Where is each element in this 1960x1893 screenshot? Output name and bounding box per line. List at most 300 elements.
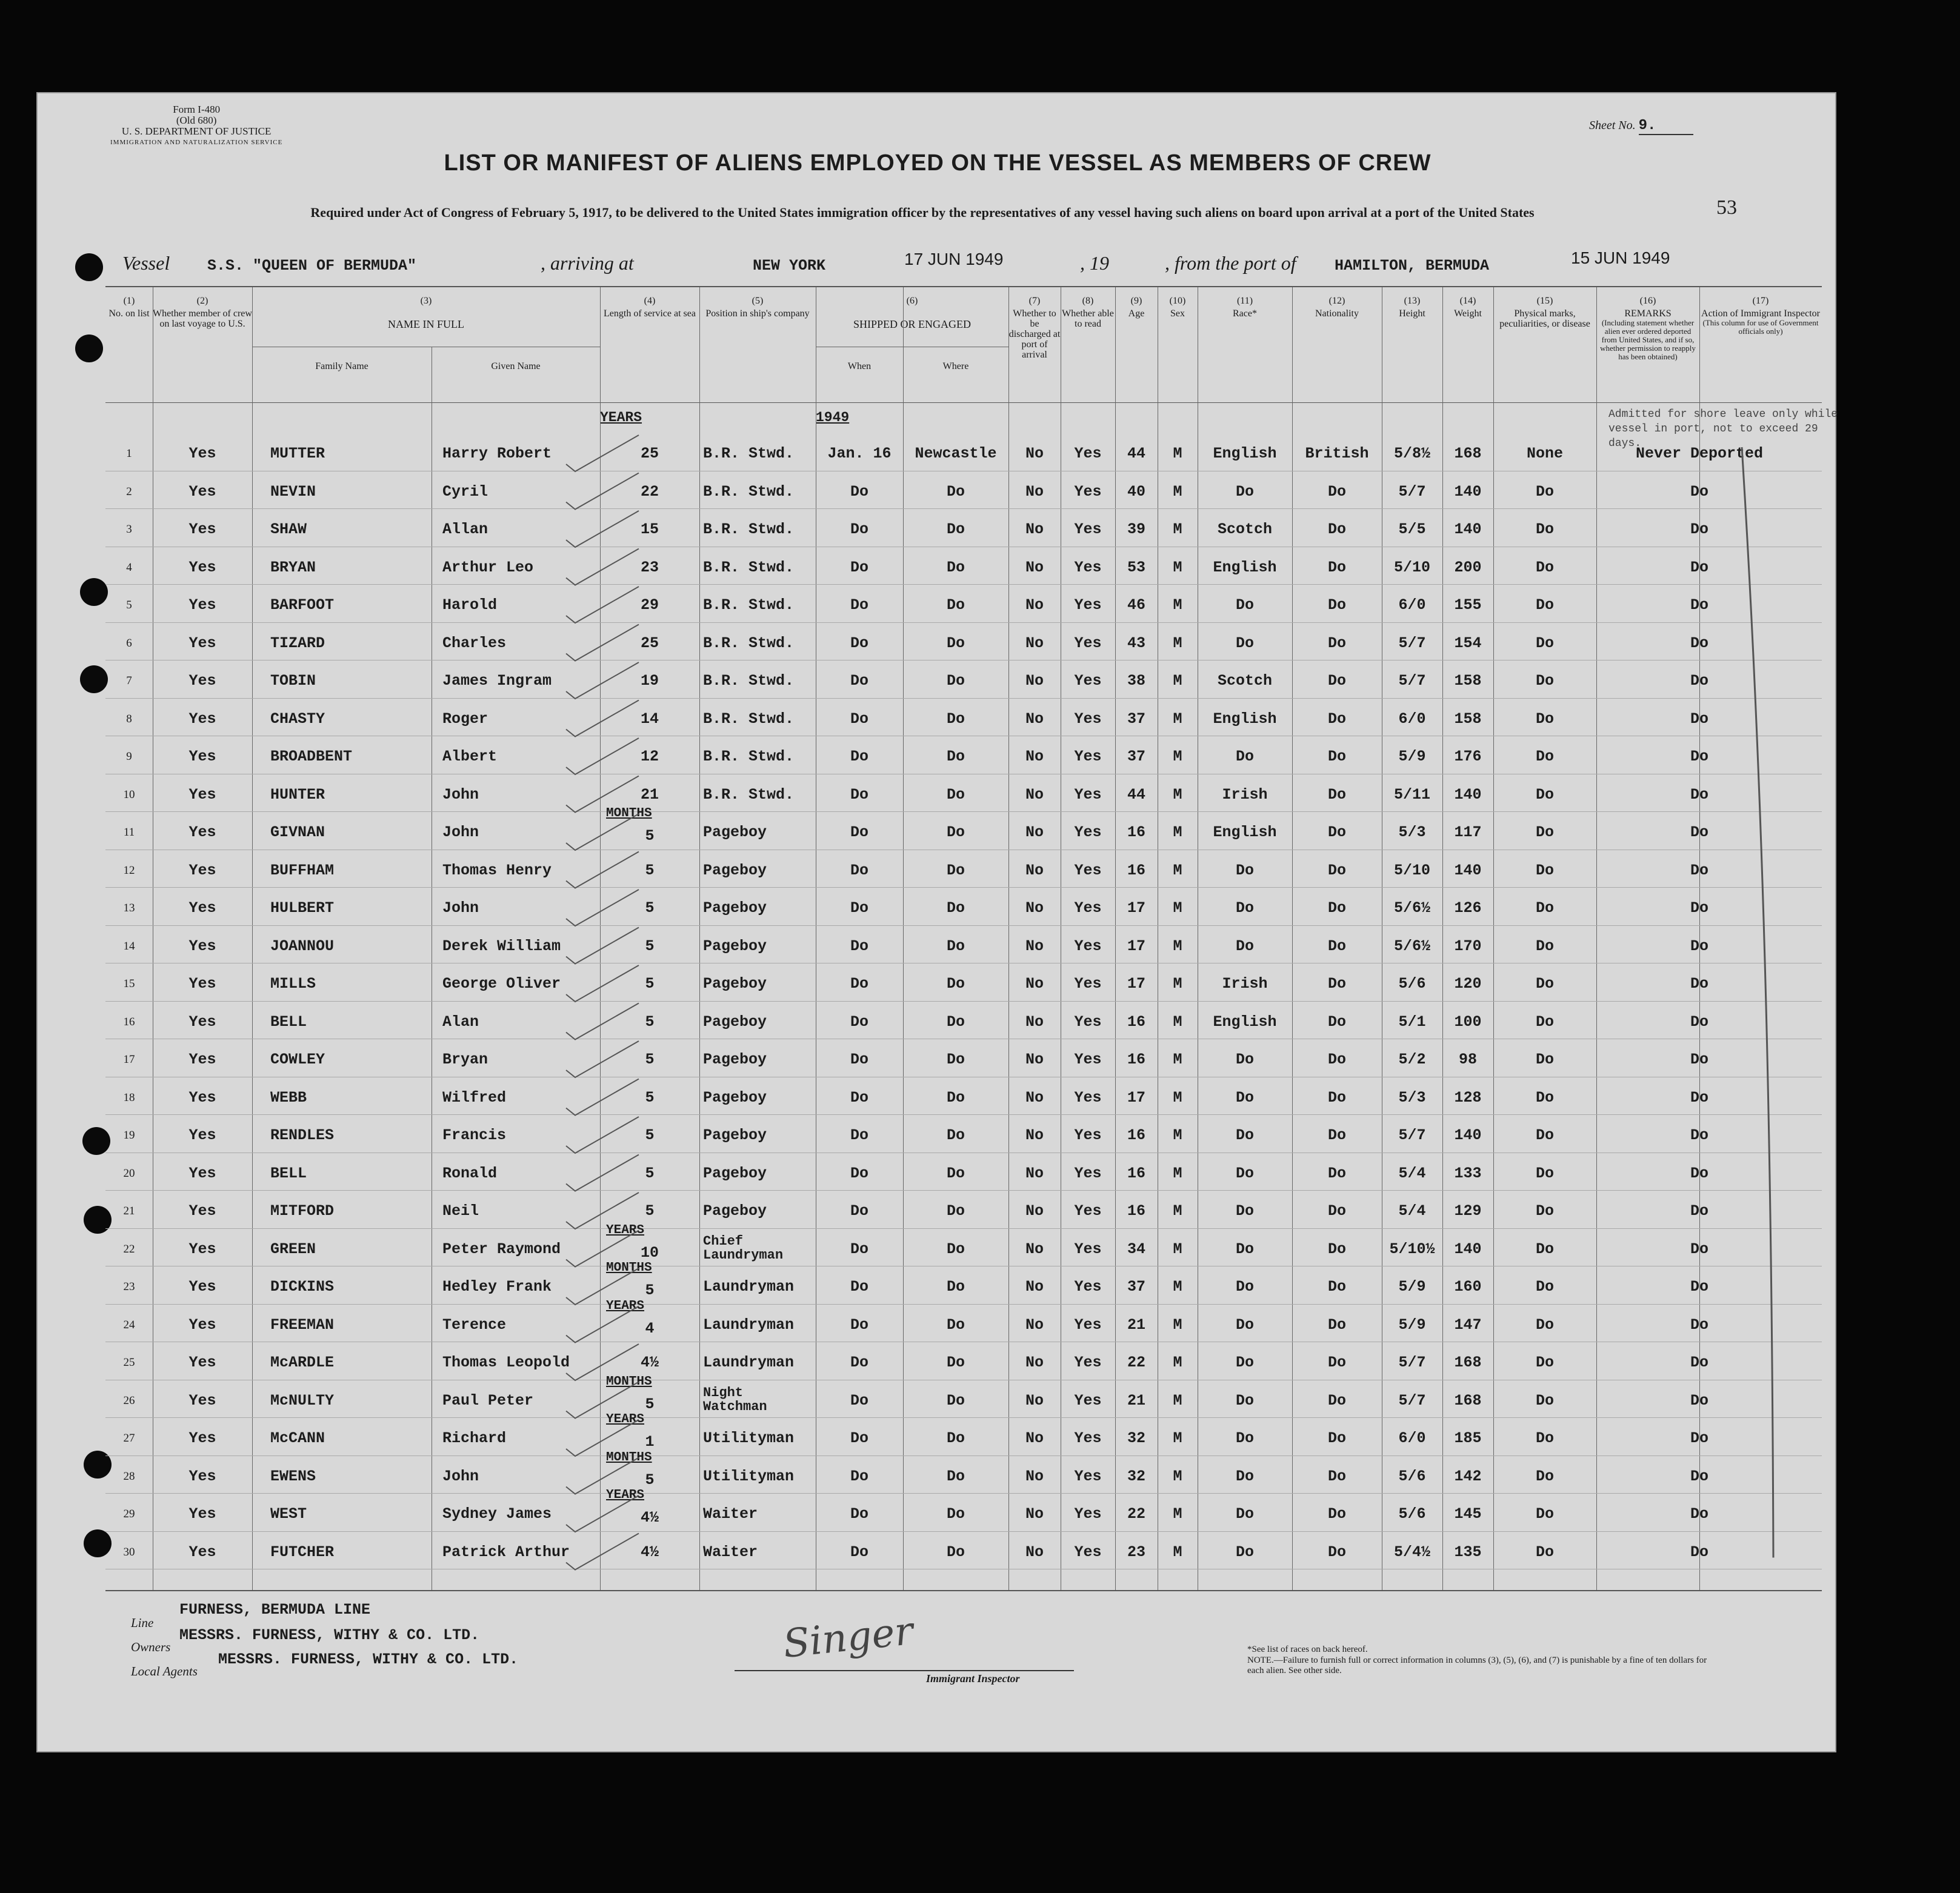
cell-discharged: No [1025, 521, 1044, 538]
row-number: 2 [126, 485, 132, 498]
cell-position: B.R. Stwd. [703, 634, 795, 652]
cell-crew: Yes [188, 899, 216, 917]
cell-marks: Do [1535, 1354, 1554, 1371]
table-row [105, 662, 1822, 700]
cell-weight: 158 [1454, 710, 1482, 728]
cell-position: Pageboy [703, 823, 767, 841]
cell-nationality: Do [1327, 1278, 1346, 1296]
cell-where: Do [946, 482, 965, 501]
cell-family: WEBB [270, 1088, 307, 1106]
cell-given: Francis [442, 1126, 507, 1144]
cell-discharged: No [1025, 482, 1044, 501]
cell-marks: Do [1535, 1467, 1554, 1485]
arriving-label: , arriving at [541, 252, 634, 274]
column-header [600, 296, 699, 319]
cell-when: Do [850, 1164, 868, 1182]
cell-read: Yes [1074, 1391, 1102, 1409]
table-row [105, 1155, 1822, 1193]
sheet-number-value: 9. [1639, 118, 1693, 135]
stamp-number: 53 [1716, 196, 1737, 219]
cell-nationality: Do [1327, 748, 1346, 765]
owners-value: MESSRS. FURNESS, WITHY & CO. LTD. [179, 1626, 480, 1644]
column-header [105, 296, 153, 319]
cell-where: Do [946, 1391, 965, 1409]
cell-marks: Do [1535, 899, 1554, 917]
cell-race: English [1213, 710, 1277, 728]
column-header [1115, 296, 1158, 319]
row-number: 1 [126, 447, 132, 460]
cell-weight: 168 [1454, 445, 1482, 462]
row-number: 20 [123, 1166, 135, 1180]
cell-family: McARDLE [270, 1354, 335, 1371]
column-subheader: When [847, 361, 872, 371]
cell-nationality: British [1305, 445, 1369, 462]
cell-discharged: No [1025, 1013, 1044, 1031]
column-label: Height [1399, 308, 1425, 319]
cell-given: Neil [442, 1202, 479, 1220]
table-row [105, 1117, 1822, 1154]
cell-nationality: Do [1327, 1505, 1346, 1523]
table-row [105, 807, 1822, 851]
cell-position: Pageboy [703, 1126, 767, 1144]
cell-race: Do [1235, 1391, 1254, 1409]
cell-nationality: Do [1327, 899, 1346, 917]
cell-race: Do [1235, 1240, 1254, 1258]
cell-weight: 120 [1454, 975, 1482, 993]
line-label: Line [131, 1615, 154, 1630]
cell-weight: 158 [1454, 672, 1482, 690]
cell-given: Wilfred [442, 1088, 507, 1106]
cell-crew: Yes [188, 975, 216, 993]
cell-position: B.R. Stwd. [703, 672, 795, 690]
cell-service: 22 [640, 482, 659, 501]
cell-height: 5/10 [1393, 861, 1430, 879]
cell-where: Do [946, 672, 965, 690]
cell-service: 5 [645, 1051, 655, 1068]
cell-read: Yes [1074, 1354, 1102, 1371]
agents-label: Local Agents [131, 1664, 198, 1678]
cell-weight: 128 [1454, 1088, 1482, 1106]
cell-service: 12 [640, 748, 659, 765]
cell-read: Yes [1074, 1202, 1102, 1220]
cell-discharged: No [1025, 1316, 1044, 1334]
cell-when: Do [850, 634, 868, 652]
cell-family: FREEMAN [270, 1316, 335, 1334]
cell-nationality: Do [1327, 823, 1346, 841]
cell-height: 5/10 [1393, 558, 1430, 576]
cell-sex: M [1173, 482, 1182, 501]
cell-position: Pageboy [703, 899, 767, 917]
cell-position: Pageboy [703, 1088, 767, 1106]
cell-race: Do [1235, 1088, 1254, 1106]
column-number: (16) [1639, 296, 1656, 306]
cell-read: Yes [1074, 1543, 1102, 1561]
cell-where: Do [946, 1467, 965, 1485]
service-unit-label: MONTHS [606, 807, 652, 820]
cell-given: Alan [442, 1013, 479, 1031]
cell-given: John [442, 1467, 479, 1485]
cell-nationality: Do [1327, 1013, 1346, 1031]
cell-when: Do [850, 1391, 868, 1409]
column-header [1442, 296, 1493, 319]
cell-sex: M [1173, 1316, 1182, 1334]
cell-weight: 140 [1454, 861, 1482, 879]
table-row [105, 776, 1822, 814]
cell-age: 44 [1127, 785, 1145, 803]
vessel-label: Vessel [122, 252, 170, 274]
cell-age: 16 [1127, 1013, 1145, 1031]
cell-age: 17 [1127, 937, 1145, 955]
cell-position: B.R. Stwd. [703, 558, 795, 576]
cell-age: 16 [1127, 1126, 1145, 1144]
cell-crew: Yes [188, 445, 216, 462]
service-unit-label: MONTHS [606, 1374, 652, 1389]
cell-position: Pageboy [703, 861, 767, 879]
service-unit-label: YEARS [606, 1223, 645, 1237]
cell-height: 5/3 [1398, 1088, 1426, 1106]
column-number: (4) [644, 296, 656, 306]
cell-race: English [1213, 558, 1277, 576]
column-header [252, 296, 600, 330]
column-header [1699, 296, 1822, 336]
cell-when: Do [850, 482, 868, 501]
cell-nationality: Do [1327, 710, 1346, 728]
table-row [105, 1041, 1822, 1079]
cell-sex: M [1173, 823, 1182, 841]
column-number: (6) [906, 296, 918, 306]
cell-service: 5 [645, 1202, 655, 1220]
cell-service: 21 [640, 785, 659, 803]
cell-crew: Yes [188, 558, 216, 576]
cell-sex: M [1173, 975, 1182, 993]
cell-age: 16 [1127, 861, 1145, 879]
column-header [1061, 296, 1115, 329]
service-unit-label: YEARS [600, 410, 642, 425]
cell-height: 5/6 [1398, 1467, 1426, 1485]
cell-marks: Do [1535, 1278, 1554, 1296]
cell-crew: Yes [188, 785, 216, 803]
cell-remarks: Do [1690, 1051, 1708, 1068]
cell-when: Do [850, 710, 868, 728]
cell-age: 53 [1127, 558, 1145, 576]
cell-read: Yes [1074, 1429, 1102, 1447]
cell-read: Yes [1074, 899, 1102, 917]
cell-remarks: Do [1690, 521, 1708, 538]
table-row [105, 700, 1822, 738]
cell-discharged: No [1025, 1126, 1044, 1144]
cell-weight: 98 [1458, 1051, 1477, 1068]
cell-discharged: No [1025, 634, 1044, 652]
cell-nationality: Do [1327, 1391, 1346, 1409]
cell-family: TIZARD [270, 634, 325, 652]
cell-service: 5 [645, 1282, 655, 1299]
row-number: 3 [126, 523, 132, 536]
cell-service: 4 [645, 1319, 655, 1337]
cell-nationality: Do [1327, 521, 1346, 538]
column-label: Age [1128, 308, 1145, 319]
cell-family: DICKINS [270, 1278, 335, 1296]
departure-date-stamp: 15 JUN 1949 [1571, 248, 1670, 267]
cell-age: 37 [1127, 1278, 1145, 1296]
cell-read: Yes [1074, 1278, 1102, 1296]
cell-sex: M [1173, 1164, 1182, 1182]
cell-remarks: Do [1690, 785, 1708, 803]
cell-marks: Do [1535, 1051, 1554, 1068]
cell-nationality: Do [1327, 1051, 1346, 1068]
column-header [153, 296, 252, 329]
cell-where: Do [946, 634, 965, 652]
cell-crew: Yes [188, 1202, 216, 1220]
cell-service: 23 [640, 558, 659, 576]
cell-marks: Do [1535, 1543, 1554, 1561]
cell-height: 5/11 [1393, 785, 1430, 803]
cell-when: Do [850, 1278, 868, 1296]
cell-age: 32 [1127, 1429, 1145, 1447]
cell-read: Yes [1074, 937, 1102, 955]
table-row [105, 511, 1822, 548]
cell-given: John [442, 785, 479, 803]
cell-family: MUTTER [270, 445, 325, 462]
cell-weight: 126 [1454, 899, 1482, 917]
table-row [105, 928, 1822, 965]
cell-race: English [1213, 823, 1277, 841]
column-number: (15) [1536, 296, 1553, 306]
cell-race: Irish [1222, 785, 1268, 803]
cell-age: 22 [1127, 1354, 1145, 1371]
cell-age: 46 [1127, 596, 1145, 614]
cell-weight: 145 [1454, 1505, 1482, 1523]
column-number: (10) [1169, 296, 1186, 306]
cell-remarks: Do [1690, 1013, 1708, 1031]
cell-when: Do [850, 1126, 868, 1144]
cell-nationality: Do [1327, 1202, 1346, 1220]
cell-discharged: No [1025, 1505, 1044, 1523]
cell-marks: Do [1535, 1013, 1554, 1031]
table-row [105, 1412, 1822, 1457]
cell-family: RENDLES [270, 1126, 335, 1144]
table-row [105, 1374, 1822, 1420]
cell-family: MILLS [270, 975, 316, 993]
cell-where: Do [946, 1240, 965, 1258]
column-label: Weight [1454, 308, 1482, 319]
cell-when: Do [850, 558, 868, 576]
column-subheader: Given Name [491, 361, 541, 371]
column-number: (17) [1752, 296, 1769, 306]
cell-height: 6/0 [1398, 710, 1426, 728]
cell-position: B.R. Stwd. [703, 748, 795, 765]
cell-service: 25 [640, 445, 659, 462]
column-label: Sex [1170, 308, 1185, 319]
cell-weight: 154 [1454, 634, 1482, 652]
table-row [105, 1534, 1822, 1571]
cell-height: 5/9 [1398, 1316, 1426, 1334]
cell-read: Yes [1074, 1013, 1102, 1031]
table-row [105, 1193, 1822, 1230]
agents-value: MESSRS. FURNESS, WITHY & CO. LTD. [218, 1651, 519, 1668]
cell-nationality: Do [1327, 672, 1346, 690]
cell-position: Pageboy [703, 1013, 767, 1031]
cell-nationality: Do [1327, 634, 1346, 652]
cell-where: Do [946, 558, 965, 576]
cell-sex: M [1173, 1429, 1182, 1447]
cell-nationality: Do [1327, 937, 1346, 955]
cell-sex: M [1173, 1051, 1182, 1068]
row-number: 9 [126, 750, 132, 763]
row-number: 15 [123, 977, 135, 990]
cell-discharged: No [1025, 1391, 1044, 1409]
cell-read: Yes [1074, 861, 1102, 879]
table-row [105, 473, 1822, 511]
row-number: 22 [123, 1242, 135, 1256]
column-number: (3) [420, 296, 432, 306]
cell-read: Yes [1074, 710, 1102, 728]
cell-nationality: Do [1327, 785, 1346, 803]
cell-marks: Do [1535, 785, 1554, 803]
cell-age: 21 [1127, 1316, 1145, 1334]
cell-read: Yes [1074, 748, 1102, 765]
cell-read: Yes [1074, 1126, 1102, 1144]
cell-where: Do [946, 1202, 965, 1220]
cell-family: BELL [270, 1164, 307, 1182]
cell-service: 4½ [640, 1509, 659, 1526]
cell-sex: M [1173, 1278, 1182, 1296]
cell-marks: Do [1535, 521, 1554, 538]
cell-given: Paul Peter [442, 1391, 534, 1409]
cell-given: Terence [442, 1316, 507, 1334]
cell-crew: Yes [188, 1126, 216, 1144]
cell-age: 38 [1127, 672, 1145, 690]
cell-where: Do [946, 975, 965, 993]
column-header [1292, 296, 1382, 319]
cell-position: B.R. Stwd. [703, 785, 795, 803]
cell-service: 29 [640, 596, 659, 614]
row-number: 19 [123, 1129, 135, 1142]
column-label: Length of service at sea [604, 308, 696, 319]
cell-where: Do [946, 1013, 965, 1031]
column-label: Whether to be discharged at port of arrival [1008, 308, 1061, 360]
cell-when: Do [850, 861, 868, 879]
cell-discharged: No [1025, 1088, 1044, 1106]
cell-given: Roger [442, 710, 488, 728]
cell-age: 40 [1127, 482, 1145, 501]
punch-hole [80, 578, 108, 606]
cell-read: Yes [1074, 634, 1102, 652]
cell-height: 5/7 [1398, 1354, 1426, 1371]
row-number: 29 [123, 1508, 135, 1520]
cell-remarks: Do [1690, 558, 1708, 576]
cell-when: Do [850, 1467, 868, 1485]
inspector-label: Immigrant Inspector [926, 1672, 1020, 1685]
cell-race: Do [1235, 1354, 1254, 1371]
cell-where: Do [946, 1429, 965, 1447]
cell-discharged: No [1025, 1202, 1044, 1220]
cell-sex: M [1173, 1505, 1182, 1523]
cell-remarks: Do [1690, 1202, 1708, 1220]
sheet-number-label: Sheet No. [1589, 119, 1636, 132]
cell-read: Yes [1074, 1164, 1102, 1182]
cell-race: Do [1235, 1429, 1254, 1447]
cell-weight: 100 [1454, 1013, 1482, 1031]
cell-sex: M [1173, 1467, 1182, 1485]
cell-read: Yes [1074, 1240, 1102, 1258]
column-header [699, 296, 816, 319]
cell-read: Yes [1074, 521, 1102, 538]
cell-age: 37 [1127, 748, 1145, 765]
cell-marks: Do [1535, 975, 1554, 993]
cell-marks: Do [1535, 861, 1554, 879]
cell-race: English [1213, 1013, 1277, 1031]
column-header [1596, 296, 1699, 361]
cell-nationality: Do [1327, 1354, 1346, 1371]
arrival-date-stamp: 17 JUN 1949 [904, 250, 1004, 268]
cell-family: BARFOOT [270, 596, 335, 614]
cell-marks: Do [1535, 1126, 1554, 1144]
cell-discharged: No [1025, 710, 1044, 728]
cell-height: 5/1 [1398, 1013, 1426, 1031]
row-number: 8 [126, 712, 132, 725]
service-name: IMMIGRATION AND NATURALIZATION SERVICE [110, 139, 283, 146]
table-row [105, 1488, 1822, 1533]
cell-height: 5/7 [1398, 1391, 1426, 1409]
cell-position: Laundryman [703, 1316, 795, 1334]
cell-height: 5/4 [1398, 1164, 1426, 1182]
cell-service: 5 [645, 1013, 655, 1031]
cell-remarks: Do [1690, 748, 1708, 765]
column-label: No. on list [108, 308, 150, 319]
line-value: FURNESS, BERMUDA LINE [179, 1601, 371, 1619]
cell-sex: M [1173, 1126, 1182, 1144]
cell-where: Do [946, 1126, 965, 1144]
service-unit-label: MONTHS [606, 1450, 652, 1465]
column-label: NAME IN FULL [388, 318, 464, 330]
cell-when: Do [850, 1088, 868, 1106]
cell-height: 5/8½ [1393, 445, 1430, 462]
cell-marks: Do [1535, 1164, 1554, 1182]
cell-race: Do [1235, 1505, 1254, 1523]
row-number: 13 [123, 902, 135, 914]
cell-where: Do [946, 937, 965, 955]
cell-height: 5/10½ [1389, 1240, 1435, 1258]
cell-given: Hedley Frank [442, 1278, 552, 1296]
cell-age: 16 [1127, 1202, 1145, 1220]
cell-sex: M [1173, 521, 1182, 538]
cell-remarks: Do [1690, 1505, 1708, 1523]
row-number: 24 [123, 1318, 135, 1331]
table-row [105, 1223, 1822, 1268]
manifest-sheet [36, 92, 1836, 1752]
cell-discharged: No [1025, 861, 1044, 879]
cell-discharged: No [1025, 1278, 1044, 1296]
cell-given: Cyril [442, 482, 488, 501]
cell-remarks: Do [1690, 482, 1708, 501]
cell-where: Do [946, 861, 965, 879]
cell-discharged: No [1025, 1467, 1044, 1485]
cell-marks: Do [1535, 748, 1554, 765]
cell-position: Laundryman [703, 1354, 795, 1371]
cell-age: 17 [1127, 975, 1145, 993]
cell-family: TOBIN [270, 672, 316, 690]
cell-when: Do [850, 1505, 868, 1523]
cell-discharged: No [1025, 785, 1044, 803]
cell-discharged: No [1025, 899, 1044, 917]
row-number: 27 [123, 1432, 135, 1445]
table-row [105, 1344, 1822, 1382]
cell-where: Do [946, 899, 965, 917]
cell-service: 10 [640, 1243, 659, 1262]
cell-weight: 135 [1454, 1543, 1482, 1561]
vessel-line [122, 248, 1795, 279]
cell-height: 5/6½ [1393, 899, 1430, 917]
